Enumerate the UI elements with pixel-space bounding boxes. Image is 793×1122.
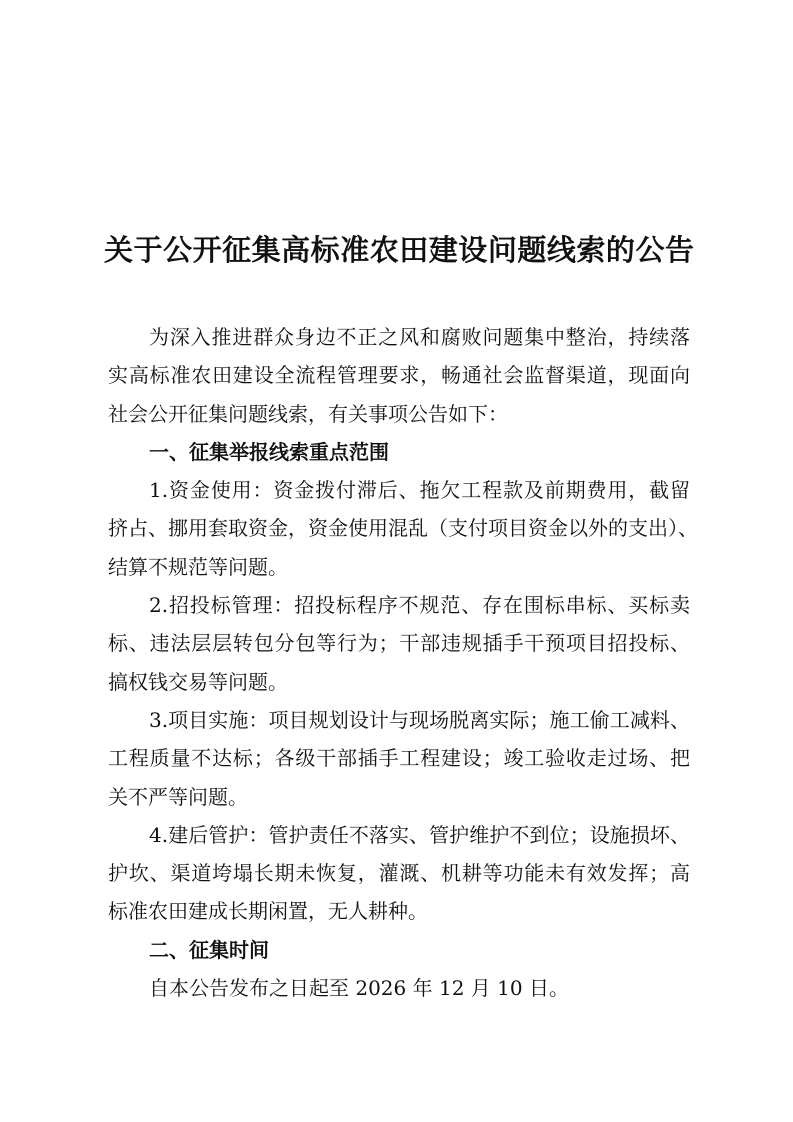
text-line: 3.项目实施：项目规划设计与现场脱离实际；施工偷工减料、	[149, 707, 690, 732]
text-line: 社会公开征集问题线索，有关事项公告如下：	[108, 401, 508, 426]
document-title: 关于公开征集高标准农田建设问题线索的公告	[104, 233, 694, 267]
list-item	[108, 816, 690, 931]
list-item	[108, 586, 690, 701]
section-heading: 一、征集举报线索重点范围	[149, 439, 389, 464]
text-line: 结算不规范等问题。	[108, 554, 288, 579]
text-line: 挤占、挪用套取资金，资金使用混乱（支付项目资金以外的支出）、	[108, 516, 698, 541]
text-line: 关不严等问题。	[108, 784, 248, 809]
text-line: 1.资金使用：资金拨付滞后、拖欠工程款及前期费用，截留	[149, 478, 690, 503]
text-line: 为深入推进群众身边不正之风和腐败问题集中整治，持续落	[149, 325, 690, 349]
text-line: 搞权钱交易等问题。	[108, 669, 288, 694]
text-line: 2.招投标管理：招投标程序不规范、存在围标串标、买标卖	[149, 593, 690, 618]
text-line: 工程质量不达标；各级干部插手工程建设；竣工验收走过场、把	[108, 746, 690, 771]
list-item	[108, 701, 690, 816]
text-line: 护坎、渠道垮塌长期未恢复，灌溉、机耕等功能未有效发挥；高	[108, 861, 690, 886]
text-line: 4.建后管护：管护责任不落实、管护维护不到位；设施损坏、	[149, 822, 690, 847]
document-body	[108, 318, 698, 1007]
intro-paragraph	[108, 318, 690, 433]
section-heading: 二、征集时间	[149, 937, 269, 962]
text-line: 标准农田建成长期闲置，无人耕种。	[108, 899, 428, 924]
text-line: 标、违法层层转包分包等行为；干部违规插手干预项目招投标、	[108, 631, 690, 656]
list-item	[108, 471, 698, 586]
text-line: 实高标准农田建设全流程管理要求，畅通社会监督渠道，现面向	[108, 363, 690, 388]
collection-period-text: 自本公告发布之日起至 2026 年 12 月 10 日。	[149, 976, 569, 1001]
